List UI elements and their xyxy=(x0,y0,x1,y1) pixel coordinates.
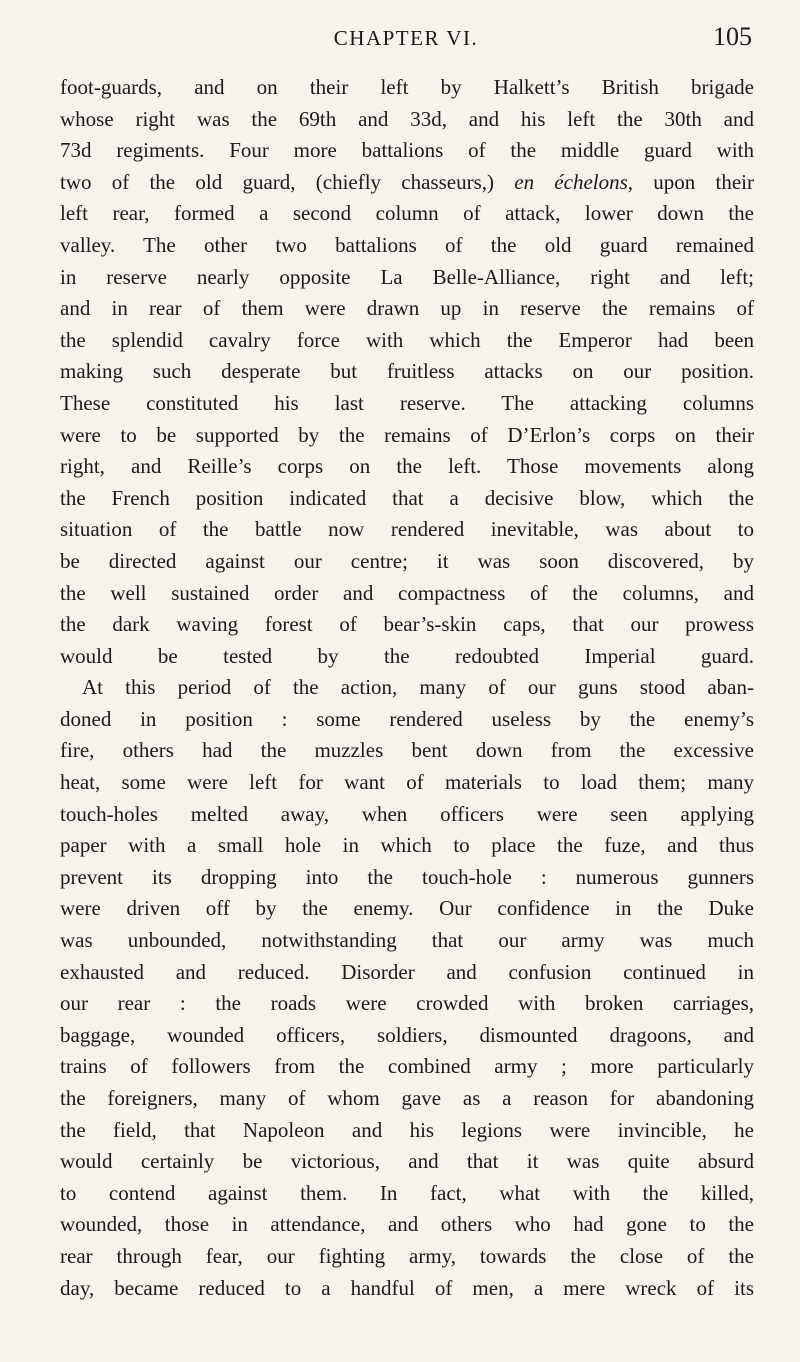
text-fragment: two of the old guard, (chiefly chasseurs,) xyxy=(60,169,515,194)
text-line: right, and Reille’s corps on the left. Those movements along xyxy=(60,454,754,479)
text-line xyxy=(60,167,754,199)
text-line: foot-guards, and on their left by Halkett’s British brigade xyxy=(60,75,754,99)
text-line: trains of followers from the combined army ; more particularly xyxy=(60,1054,754,1079)
running-header xyxy=(60,22,752,56)
text-line: was unbounded, notwithstanding that our army was much xyxy=(60,928,754,953)
chapter-heading: CHAPTER VI. xyxy=(333,26,479,50)
text-line: fire, others had the muzzles bent down from the excessive xyxy=(60,738,754,763)
text-line: the dark waving forest of bear’s-skin caps, that our prowess xyxy=(60,612,754,637)
text-line: valley. The other two battalions of the old guard remained xyxy=(60,232,754,257)
text-line: be directed against our centre; it was soon discovered, by xyxy=(60,548,754,573)
text-line: rear through fear, our fighting army, towards the close of the xyxy=(60,1243,754,1268)
text-line: situation of the battle now rendered inevitable, was about to xyxy=(60,517,754,542)
text-line: and in rear of them were drawn up in reserve the remains of xyxy=(60,296,754,321)
text-line: the field, that Napoleon and his legions were invincible, he xyxy=(60,1117,754,1142)
text-line: These constituted his last reserve. The attacking columns xyxy=(60,390,754,415)
text-line: prevent its dropping into the touch-hole : numerous gunners xyxy=(60,864,754,889)
text-line: the splendid cavalry force with which the Emperor had been xyxy=(60,327,754,352)
text-line: day, became reduced to a handful of men, a mere wreck of its xyxy=(60,1275,754,1300)
text-line: our rear : the roads were crowded with broken carriages, xyxy=(60,991,754,1016)
text-line: the foreigners, many of whom gave as a reason for abandoning xyxy=(60,1086,754,1110)
italic-phrase: en échelons, xyxy=(514,169,634,194)
text-line: were to be supported by the remains of D’Erlon’s corps on their xyxy=(60,422,754,447)
text-line: baggage, wounded officers, soldiers, dismounted dragoons, and xyxy=(60,1022,754,1047)
text-line: making such desperate but fruitless attacks on our position. xyxy=(60,359,754,384)
text-line: to contend against them. In fact, what with the killed, xyxy=(60,1180,754,1205)
text-line: 73d regiments. Four more battalions of the middle guard with xyxy=(60,138,754,163)
text-fragment: upon their xyxy=(633,169,754,194)
text-line: exhausted and reduced. Disorder and confusion continued in xyxy=(60,959,754,984)
text-line: touch-holes melted away, when officers were seen applying xyxy=(60,801,754,826)
text-line: doned in position : some rendered useless by the enemy’s xyxy=(60,706,754,731)
text-line: in reserve nearly opposite La Belle-Alliance, right and left; xyxy=(60,264,754,289)
text-line: At this period of the action, many of our guns stood aban- xyxy=(82,675,754,700)
text-line: the well sustained order and compactness of the columns, and xyxy=(60,580,754,605)
text-line: wounded, those in attendance, and others who had gone to the xyxy=(60,1212,754,1237)
body-text xyxy=(60,72,754,1304)
text-line: heat, some were left for want of materials to load them; many xyxy=(60,770,754,795)
text-line: the French position indicated that a decisive blow, which the xyxy=(60,485,754,510)
text-line: would be tested by the redoubted Imperial guard. xyxy=(60,643,754,668)
text-line: were driven off by the enemy. Our confidence in the Duke xyxy=(60,896,754,921)
page-number: 105 xyxy=(713,22,752,51)
text-line: whose right was the 69th and 33d, and his left the 30th and xyxy=(60,106,754,131)
text-line: would certainly be victorious, and that it was quite absurd xyxy=(60,1149,754,1174)
text-line: left rear, formed a second column of attack, lower down the xyxy=(60,201,754,226)
text-line: paper with a small hole in which to place the fuze, and thus xyxy=(60,833,754,858)
